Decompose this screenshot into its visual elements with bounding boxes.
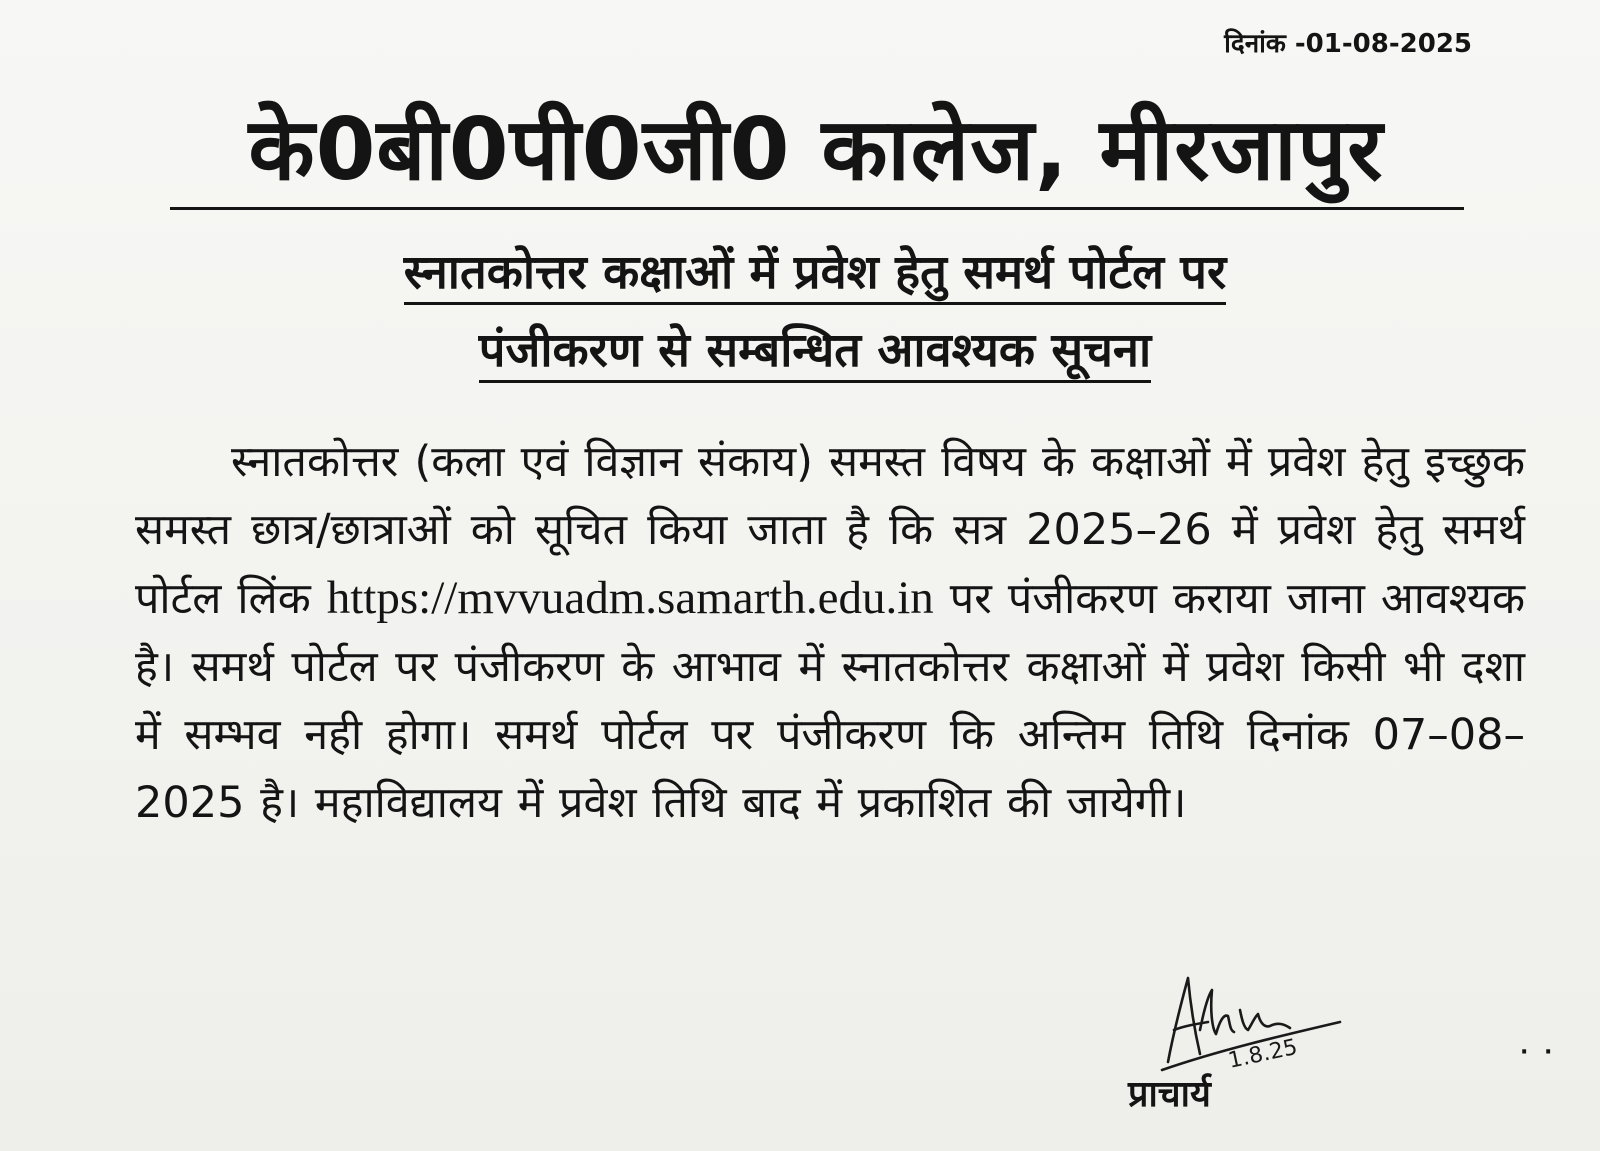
principal-label: प्राचार्य: [1128, 1074, 1211, 1115]
portal-url: https://mvvuadm.samarth.edu.in: [326, 572, 934, 624]
subtitle-line-1-text: स्नातकोत्तर कक्षाओं में प्रवेश हेतु समर्थ पोर्टल पर: [404, 245, 1226, 305]
notice-subtitle-line-2: [180, 316, 1450, 380]
body-text-part-1: स्नातकोत्तर (कला एवं विज्ञान संकाय) समस्त विषय के कक्षाओं में प्रवेश हेतु इच्छुक समस्त छात्र/छात्राओं को सूचित किया जाता है कि सत्र 2025–26 में प्रवेश हेतु समर्थ पोर्टल लिंक: [135, 437, 1525, 624]
body-text-part-2: पर पंजीकरण कराया जाना आवश्यक है। समर्थ पोर्टल पर पंजीकरण के आभाव में स्नातकोत्तर कक्षाओं में प्रवेश किसी भी दशा में सम्भव नही होगा। समर्थ पोर्टल पर पंजीकरण कि अन्तिम तिथि दिनांक 07–08–2025 है। महाविद्यालय में प्रवेश तिथि बाद में प्रकाशित की जायेगी।: [135, 574, 1526, 828]
heading-underline: [170, 207, 1464, 210]
notice-date: दिनांक -01-08-2025: [1224, 29, 1472, 59]
signature-date: 1.8.25: [1226, 1034, 1300, 1074]
notice-subtitle-line-1: [180, 238, 1450, 302]
scan-mark: · ·: [1520, 1040, 1557, 1065]
principal-signature: [1160, 970, 1350, 1080]
notice-body: [135, 428, 1525, 837]
college-name-heading: के0बी0पी0जी0 कालेज, मीरजापुर: [248, 100, 1384, 200]
subtitle-line-2-text: पंजीकरण से सम्बन्धित आवश्यक सूचना: [479, 323, 1151, 383]
